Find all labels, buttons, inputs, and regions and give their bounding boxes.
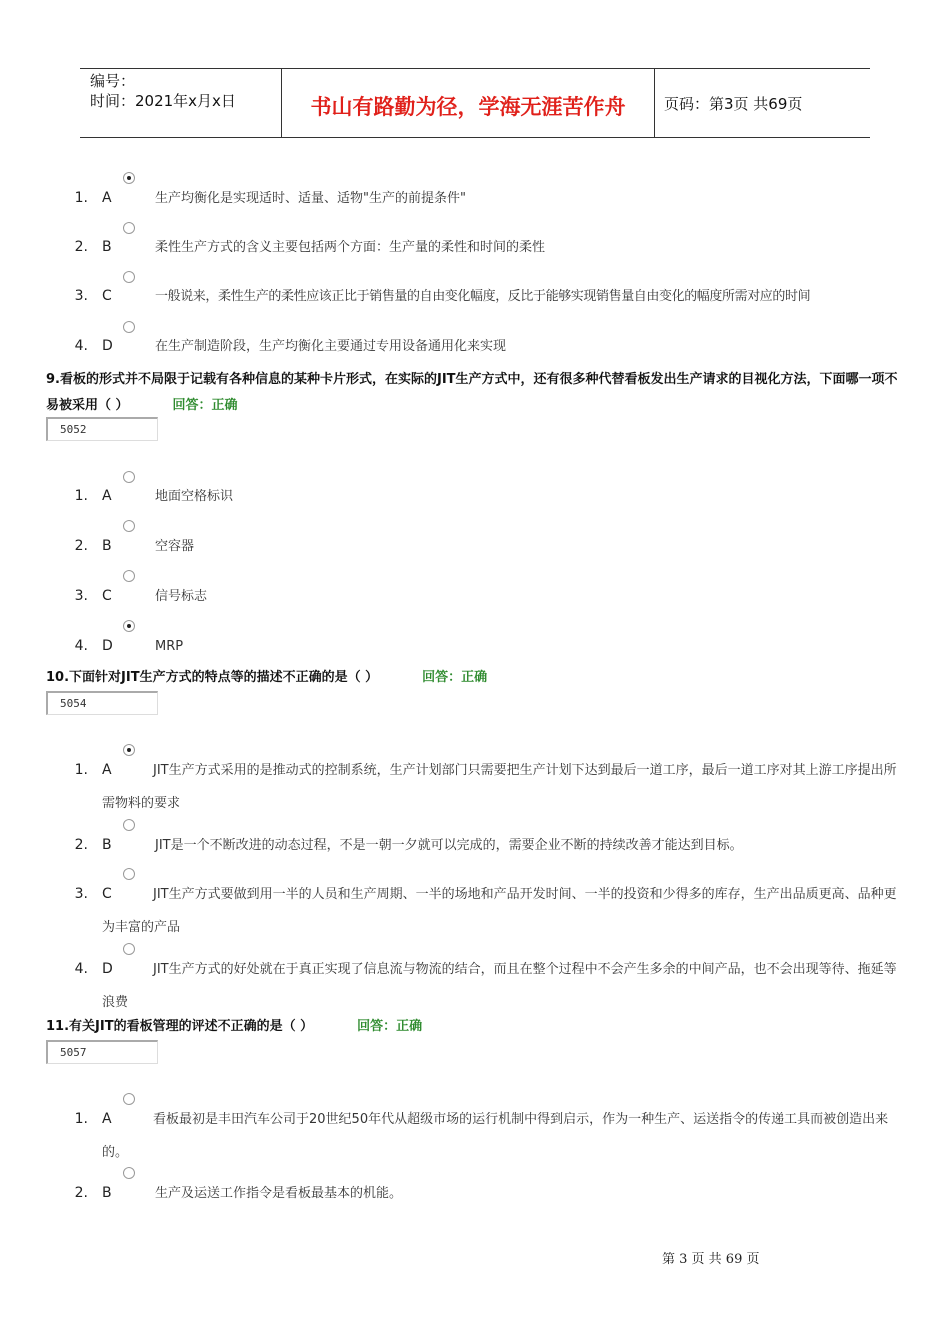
option-text: 信号标志 (155, 589, 208, 604)
header-motto: 书山有路勤为径，学海无涯苦作舟 (310, 94, 626, 119)
header-divider (654, 69, 655, 137)
answer-status: 回答：正确 (172, 398, 238, 413)
option-number: 1. (74, 190, 88, 206)
option-letter: C (102, 886, 112, 902)
option-number: 3. (74, 288, 88, 304)
option-number: 1. (74, 1111, 88, 1127)
radio-icon[interactable] (123, 1167, 135, 1179)
answer-status: 回答：正确 (357, 1019, 423, 1034)
option-letter: A (102, 1111, 112, 1127)
option-text: JIT生产方式的好处就在于真正实现了信息流与物流的结合，而且在整个过程中不会产生多余的中间产品，也不会出现等待、拖延等浪费 (102, 962, 897, 1010)
option-number: 1. (74, 762, 88, 778)
option-number: 1. (74, 488, 88, 504)
question-10 (46, 665, 902, 691)
radio-icon[interactable] (123, 222, 135, 234)
option-number: 4. (74, 961, 88, 977)
date-line: 时间：2021年x月x日 (90, 92, 236, 110)
option-text: 生产均衡化是实现适时、适量、适物"生产的前提条件" (155, 191, 466, 206)
option-letter: D (102, 638, 113, 654)
option-text: JIT是一个不断改进的动态过程，不是一朝一夕就可以完成的，需要企业不断的持续改善才能达到目标。 (155, 838, 743, 853)
question-text: 10.下面针对JIT生产方式的特点等的描述不正确的是（ ） (46, 670, 379, 685)
option-number: 2. (74, 538, 88, 554)
radio-icon[interactable] (123, 321, 135, 333)
option-number: 2. (74, 239, 88, 255)
serial-number: 编号： (90, 72, 136, 90)
question-11 (46, 1014, 902, 1040)
option-number: 4. (74, 338, 88, 354)
option-text: 地面空格标识 (155, 489, 234, 504)
option-letter: D (102, 338, 113, 354)
option-letter: A (102, 190, 112, 206)
option-letter: B (102, 1185, 112, 1201)
question-id-field[interactable]: 5052 (46, 417, 158, 441)
radio-selected-icon[interactable] (123, 620, 135, 632)
option-text: 看板最初是丰田汽车公司于20世纪50年代从超级市场的运行机制中得到启示，作为一种生产、运送指令的传递工具而被创造出来的。 (102, 1112, 889, 1160)
radio-icon[interactable] (123, 819, 135, 831)
footer-page-number: 第 3 页 共 69 页 (662, 1252, 760, 1267)
option-text: 在生产制造阶段，生产均衡化主要通过专用设备通用化来实现 (155, 339, 507, 354)
question-id-field[interactable]: 5054 (46, 691, 158, 715)
option-number: 2. (74, 837, 88, 853)
header-meta (90, 71, 236, 111)
page-header (80, 68, 870, 138)
question-9 (46, 367, 902, 419)
option-letter: A (102, 762, 112, 778)
option-text: JIT生产方式采用的是推动式的控制系统，生产计划部门只需要把生产计划下达到最后一道工序，最后一道工序对其上游工序提出所需物料的要求 (102, 763, 897, 811)
option-text: 柔性生产方式的含义主要包括两个方面：生产量的柔性和时间的柔性 (155, 240, 546, 255)
radio-icon[interactable] (123, 471, 135, 483)
option-letter: B (102, 239, 112, 255)
option-letter: A (102, 488, 112, 504)
option-text: 空容器 (155, 539, 195, 554)
option-letter: B (102, 837, 112, 853)
option-number: 2. (74, 1185, 88, 1201)
radio-icon[interactable] (123, 570, 135, 582)
option-text: 一般说来，柔性生产的柔性应该正比于销售量的自由变化幅度，反比于能够实现销售量自由变化的幅度所需对应的时间 (155, 289, 811, 304)
answer-status: 回答：正确 (422, 670, 488, 685)
option-text: MRP (155, 639, 184, 654)
question-text: 11.有关JIT的看板管理的评述不正确的是（ ） (46, 1019, 314, 1034)
option-number: 4. (74, 638, 88, 654)
option-text: JIT生产方式要做到用一半的人员和生产周期、一半的场地和产品开发时间、一半的投资和少得多的库存，生产出品质更高、品种更为丰富的产品 (102, 887, 897, 935)
option-number: 3. (74, 588, 88, 604)
radio-icon[interactable] (123, 520, 135, 532)
header-page-number: 页码：第3页 共69页 (664, 95, 803, 113)
radio-selected-icon[interactable] (123, 172, 135, 184)
option-number: 3. (74, 886, 88, 902)
option-letter: B (102, 538, 112, 554)
option-letter: D (102, 961, 113, 977)
option-text: 生产及运送工作指令是看板最基本的机能。 (155, 1186, 403, 1201)
radio-icon[interactable] (123, 271, 135, 283)
question-id-field[interactable]: 5057 (46, 1040, 158, 1064)
option-letter: C (102, 588, 112, 604)
question-text: 9.看板的形式并不局限于记载有各种信息的某种卡片形式，在实际的JIT生产方式中，还有很多种代替看板发出生产请求的目视化方法，下面哪一项不易被采用（ ） (46, 372, 898, 413)
option-letter: C (102, 288, 112, 304)
